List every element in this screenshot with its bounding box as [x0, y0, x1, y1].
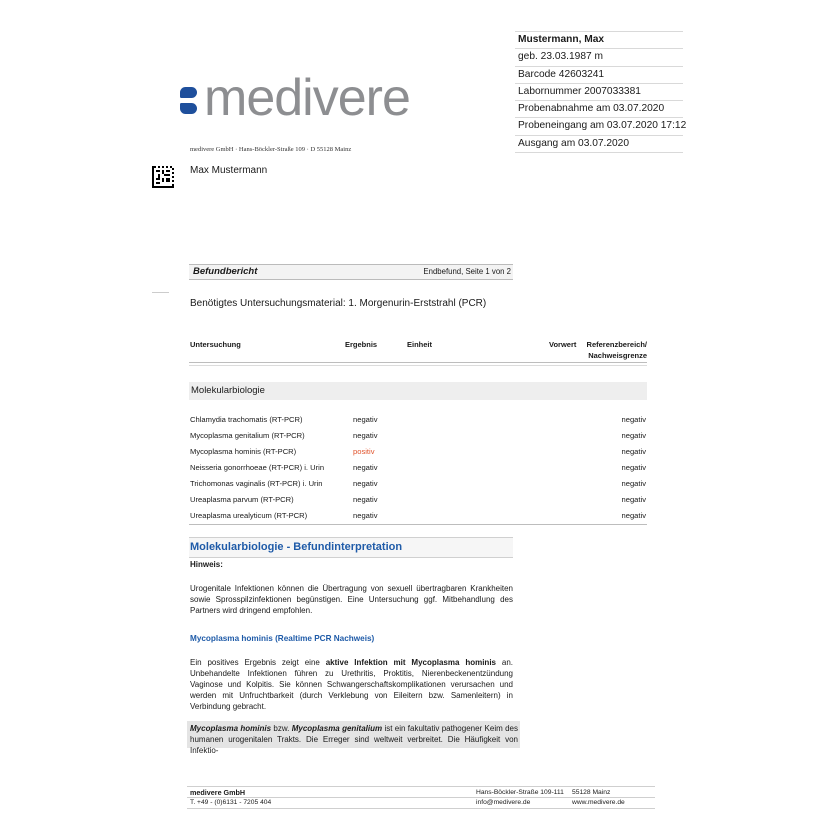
section-title: Molekularbiologie: [191, 385, 265, 396]
footer-city: 55128 Mainz: [572, 789, 611, 796]
footer-website[interactable]: www.medivere.de: [572, 799, 625, 806]
test-reference: negativ: [621, 463, 646, 472]
section-molekularbiologie: [189, 382, 647, 400]
interpretation-title: Molekularbiologie - Befundinterpretation: [190, 541, 403, 553]
patient-info-block: [515, 31, 687, 153]
table-end-divider: [189, 524, 647, 525]
patient-birthdate: geb. 23.03.1987 m: [515, 49, 683, 66]
patient-name: Mustermann, Max: [515, 31, 683, 49]
sender-line: medivere GmbH · Hans-Böckler-Straße 109 · D 55128 Mainz: [190, 146, 352, 153]
table-row: [189, 428, 647, 444]
finding-subtitle: Mycoplasma hominis (Realtime PCR Nachweis): [190, 634, 375, 643]
pathogen-name-2: Mycoplasma genitalium: [291, 724, 383, 733]
pathogen-info-box: [187, 721, 520, 755]
test-result: negativ: [353, 463, 378, 472]
datamatrix-code-icon: [152, 166, 174, 188]
test-reference: negativ: [621, 431, 646, 440]
header-referenz-line2: Nachweisgrenze: [588, 351, 647, 360]
addressee-name: Max Mustermann: [190, 165, 268, 176]
report-status: Endbefund, Seite 1 von 2: [423, 267, 511, 276]
footer-top-divider: [187, 786, 655, 787]
sample-collection-date: Probenabnahme am 03.07.2020: [515, 101, 683, 118]
table-row: [189, 476, 647, 492]
test-name: Ureaplasma parvum (RT-PCR): [190, 495, 294, 504]
test-reference: negativ: [621, 495, 646, 504]
report-title: Befundbericht: [193, 266, 258, 277]
finding-paragraph: [190, 657, 513, 712]
header-ergebnis: Ergebnis: [345, 340, 378, 349]
interpretation-title-bar: [189, 537, 513, 558]
table-row: [189, 444, 647, 460]
header-referenz-line1: Referenzbereich/: [586, 340, 647, 349]
header-referenz: [583, 340, 647, 360]
hinweis-label: Hinweis:: [190, 560, 223, 569]
header-einheit: Einheit: [407, 340, 433, 349]
test-name: Ureaplasma urealyticum (RT-PCR): [190, 511, 308, 520]
footer-phone: T. +49 - (0)6131 - 7205 404: [190, 799, 272, 806]
footer-bottom-divider: [187, 808, 655, 809]
header-divider-2: [189, 365, 647, 366]
pathogen-text-1: bzw.: [271, 724, 292, 733]
finding-text-2: an. Unbehandelte Infektionen führen zu Urethritis, Proktitis, Nierenbeckenentzündung Vaginose und Kolpitis. Sie können Schwangerschaftskomplikationen verursachen und werden mit Unfruchtbarkeit (durch Verklebung von Eileitern bzw. Samenleitern) in Verbindung gebracht.: [190, 658, 514, 711]
test-result-positive: positiv: [353, 447, 375, 456]
logo-mark-icon: [180, 84, 200, 116]
test-result: negativ: [353, 495, 378, 504]
test-name: Mycoplasma genitalium (RT-PCR): [190, 431, 305, 440]
table-row: [189, 508, 647, 524]
hinweis-text: Urogenitale Infektionen können die Übertragung von sexuell übertragbaren Krankheiten sowie Sprosspilzinfektionen begünstigen. Eine Untersuchung ggf. Mitbehandlung des Partners wird dringend empfohlen.: [190, 584, 513, 615]
finding-text-1: Ein positives Ergebnis zeigt eine: [190, 658, 326, 667]
test-name: Chlamydia trachomatis (RT-PCR): [190, 415, 303, 424]
output-date: Ausgang am 03.07.2020: [515, 136, 683, 153]
patient-barcode: Barcode 42603241: [515, 67, 683, 84]
logo-text: medivere: [204, 69, 410, 127]
test-reference: negativ: [621, 479, 646, 488]
test-reference: negativ: [621, 415, 646, 424]
test-result: negativ: [353, 511, 378, 520]
footer-street: Hans-Böckler-Straße 109-111: [476, 789, 564, 796]
finding-text-bold: aktive Infektion mit Mycoplasma hominis: [325, 658, 496, 667]
pathogen-name-1: Mycoplasma hominis: [190, 724, 272, 733]
sample-material: Benötigtes Untersuchungsmaterial: 1. Morgenurin-Erststrahl (PCR): [190, 298, 487, 309]
pathogen-text-2: ist ein fakultativ pathogener Keim des humanen urogenitalen Trakts. Die Erreger sind weltweit verbreitet. Die Häufigkeit von Infektio-: [190, 724, 519, 755]
table-row: [189, 460, 647, 476]
footer-email[interactable]: info@medivere.de: [476, 799, 531, 806]
test-name: Neisseria gonorrhoeae (RT-PCR) i. Urin: [190, 463, 325, 472]
fold-mark: [152, 292, 169, 293]
report-header-bar: [189, 264, 513, 280]
header-divider: [189, 362, 647, 363]
test-result: negativ: [353, 431, 378, 440]
footer-company: medivere GmbH: [190, 788, 246, 797]
footer-mid-divider: [187, 797, 655, 798]
test-name: Mycoplasma hominis (RT-PCR): [190, 447, 297, 456]
table-row: [189, 412, 647, 428]
test-name: Trichomonas vaginalis (RT-PCR) i. Urin: [190, 479, 323, 488]
test-result: negativ: [353, 415, 378, 424]
test-reference: negativ: [621, 447, 646, 456]
test-result: negativ: [353, 479, 378, 488]
header-untersuchung: Untersuchung: [190, 340, 241, 349]
sample-receipt-date: Probeneingang am 03.07.2020 17:12: [515, 118, 683, 135]
header-vorwert: Vorwert: [549, 340, 577, 349]
test-reference: negativ: [621, 511, 646, 520]
table-row: [189, 492, 647, 508]
pathogen-paragraph: [190, 723, 518, 756]
lab-number: Labornummer 2007033381: [515, 84, 683, 101]
